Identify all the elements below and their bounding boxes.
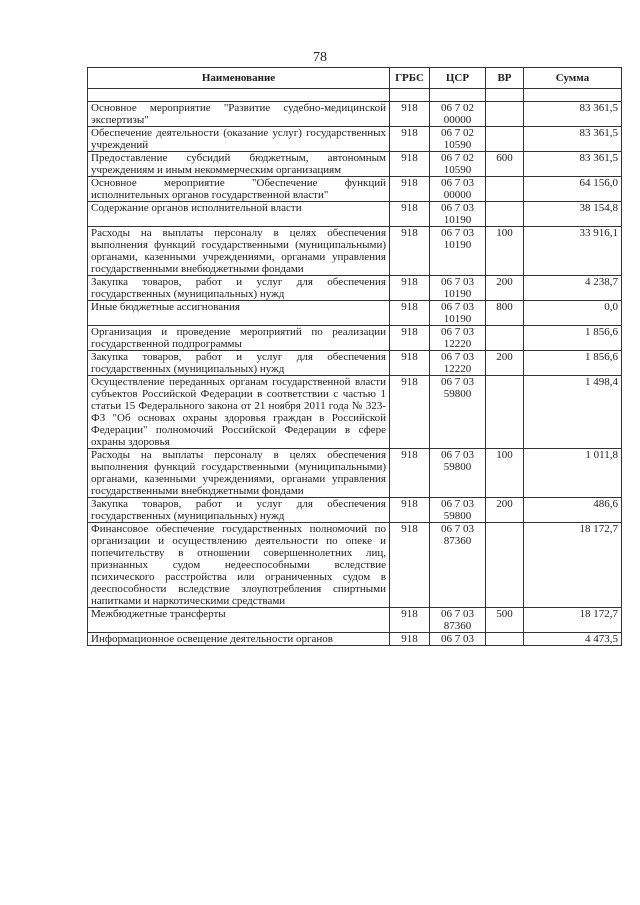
cell-csr: 06 7 03 10190 xyxy=(430,227,486,276)
cell-grbs: 918 xyxy=(390,276,430,301)
cell-vr: 100 xyxy=(486,227,524,276)
cell-sum: 18 172,7 xyxy=(524,608,622,633)
cell-sum: 486,6 xyxy=(524,498,622,523)
table-row xyxy=(88,633,622,646)
header-name: Наименование xyxy=(88,68,390,89)
cell-vr xyxy=(486,202,524,227)
cell-grbs: 918 xyxy=(390,523,430,608)
table-row xyxy=(88,152,622,177)
cell-csr: 06 7 02 10590 xyxy=(430,127,486,152)
cell-name: Иные бюджетные ассигнования xyxy=(88,301,390,326)
cell-name: Информационное освещение деятельности органов xyxy=(88,633,390,646)
table-body xyxy=(88,89,622,646)
cell-vr: 800 xyxy=(486,301,524,326)
cell-sum: 33 916,1 xyxy=(524,227,622,276)
cell-grbs: 918 xyxy=(390,127,430,152)
cell-name: Закупка товаров, работ и услуг для обеспечения государственных (муниципальных) нужд xyxy=(88,276,390,301)
cell-name: Закупка товаров, работ и услуг для обеспечения государственных (муниципальных) нужд xyxy=(88,498,390,523)
cell-vr xyxy=(486,326,524,351)
cell-grbs: 918 xyxy=(390,498,430,523)
table-row xyxy=(88,351,622,376)
cell-sum: 4 473,5 xyxy=(524,633,622,646)
cell-grbs: 918 xyxy=(390,227,430,276)
cell-name: Предоставление субсидий бюджетным, автономным учреждениям и иным некоммерческим организациям xyxy=(88,152,390,177)
cell-csr: 06 7 03 87360 xyxy=(430,523,486,608)
cell-csr: 06 7 03 00000 xyxy=(430,177,486,202)
cell-csr: 06 7 03 59800 xyxy=(430,449,486,498)
cell-csr: 06 7 03 12220 xyxy=(430,326,486,351)
cell-csr: 06 7 03 10190 xyxy=(430,202,486,227)
cell-csr: 06 7 03 87360 xyxy=(430,608,486,633)
cell-name: Обеспечение деятельности (оказание услуг) государственных учреждений xyxy=(88,127,390,152)
cell-csr: 06 7 02 00000 xyxy=(430,102,486,127)
cell-grbs: 918 xyxy=(390,449,430,498)
cell-sum: 18 172,7 xyxy=(524,523,622,608)
table-row xyxy=(88,608,622,633)
cell-csr: 06 7 03 10190 xyxy=(430,276,486,301)
budget-table xyxy=(87,67,622,646)
cell-csr: 06 7 03 10190 xyxy=(430,301,486,326)
cell-csr: 06 7 03 59800 xyxy=(430,376,486,449)
cell-sum: 83 361,5 xyxy=(524,127,622,152)
cell-grbs: 918 xyxy=(390,202,430,227)
cell-grbs: 918 xyxy=(390,152,430,177)
cell-grbs: 918 xyxy=(390,102,430,127)
cell-vr: 100 xyxy=(486,449,524,498)
cell-grbs: 918 xyxy=(390,177,430,202)
table-spacer-row xyxy=(88,89,622,102)
table-row xyxy=(88,301,622,326)
table-row xyxy=(88,202,622,227)
cell-sum: 1 856,6 xyxy=(524,326,622,351)
cell-sum: 0,0 xyxy=(524,301,622,326)
cell-sum: 64 156,0 xyxy=(524,177,622,202)
cell-grbs: 918 xyxy=(390,326,430,351)
table-header-row xyxy=(88,68,622,89)
cell-grbs: 918 xyxy=(390,301,430,326)
cell-vr: 200 xyxy=(486,351,524,376)
cell-vr xyxy=(486,102,524,127)
cell-grbs: 918 xyxy=(390,351,430,376)
cell-vr xyxy=(486,523,524,608)
cell-vr xyxy=(486,633,524,646)
cell-grbs: 918 xyxy=(390,633,430,646)
cell-name: Организация и проведение мероприятий по реализации государственной подпрограммы xyxy=(88,326,390,351)
table-row xyxy=(88,523,622,608)
cell-sum: 4 238,7 xyxy=(524,276,622,301)
cell-sum: 83 361,5 xyxy=(524,102,622,127)
cell-vr: 600 xyxy=(486,152,524,177)
header-grbs: ГРБС xyxy=(390,68,430,89)
cell-vr: 200 xyxy=(486,498,524,523)
header-csr: ЦСР xyxy=(430,68,486,89)
cell-csr: 06 7 03 12220 xyxy=(430,351,486,376)
header-vr: ВР xyxy=(486,68,524,89)
cell-sum: 83 361,5 xyxy=(524,152,622,177)
cell-sum: 1 856,6 xyxy=(524,351,622,376)
cell-vr xyxy=(486,127,524,152)
cell-name: Содержание органов исполнительной власти xyxy=(88,202,390,227)
table-row xyxy=(88,276,622,301)
table-row xyxy=(88,449,622,498)
table-row xyxy=(88,498,622,523)
cell-name: Межбюджетные трансферты xyxy=(88,608,390,633)
table-row xyxy=(88,127,622,152)
cell-vr xyxy=(486,376,524,449)
cell-name: Расходы на выплаты персоналу в целях обеспечения выполнения функций государственными (муниципальными) органами, казенными учреждениями, органами управления государственными внебюджетными фондами xyxy=(88,227,390,276)
cell-name: Осуществление переданных органам государственной власти субъектов Российской Федерации в соответствии с частью 1 статьи 15 Федерального закона от 21 ноября 2011 года № 323-ФЗ "Об основах охраны здоровья граждан в Российской Федерации" полномочий Российской Федерации в сфере охраны здоровья xyxy=(88,376,390,449)
table-row xyxy=(88,227,622,276)
table-row xyxy=(88,177,622,202)
cell-sum: 1 498,4 xyxy=(524,376,622,449)
cell-vr: 200 xyxy=(486,276,524,301)
cell-grbs: 918 xyxy=(390,376,430,449)
table-row xyxy=(88,102,622,127)
cell-name: Основное мероприятие "Обеспечение функций исполнительных органов государственной власти" xyxy=(88,177,390,202)
cell-csr: 06 7 03 xyxy=(430,633,486,646)
cell-name: Финансовое обеспечение государственных полномочий по организации и осуществлению деятельности по опеке и попечительству в отношении совершеннолетних лиц, признанных судом недееспособными вследствие психического расстройства или ограниченных судом в дееспособности вследствие злоупотребления спиртными напитками и наркотическими средствами xyxy=(88,523,390,608)
cell-name: Расходы на выплаты персоналу в целях обеспечения выполнения функций государственными (муниципальными) органами, казенными учреждениями, органами управления государственными внебюджетными фондами xyxy=(88,449,390,498)
header-sum: Сумма xyxy=(524,68,622,89)
cell-vr: 500 xyxy=(486,608,524,633)
cell-grbs: 918 xyxy=(390,608,430,633)
table-row xyxy=(88,326,622,351)
table-row xyxy=(88,376,622,449)
cell-sum: 38 154,8 xyxy=(524,202,622,227)
cell-csr: 06 7 02 10590 xyxy=(430,152,486,177)
page-number: 78 xyxy=(313,50,327,65)
cell-name: Основное мероприятие "Развитие судебно-медицинской экспертизы" xyxy=(88,102,390,127)
cell-sum: 1 011,8 xyxy=(524,449,622,498)
cell-csr: 06 7 03 59800 xyxy=(430,498,486,523)
cell-name: Закупка товаров, работ и услуг для обеспечения государственных (муниципальных) нужд xyxy=(88,351,390,376)
cell-vr xyxy=(486,177,524,202)
